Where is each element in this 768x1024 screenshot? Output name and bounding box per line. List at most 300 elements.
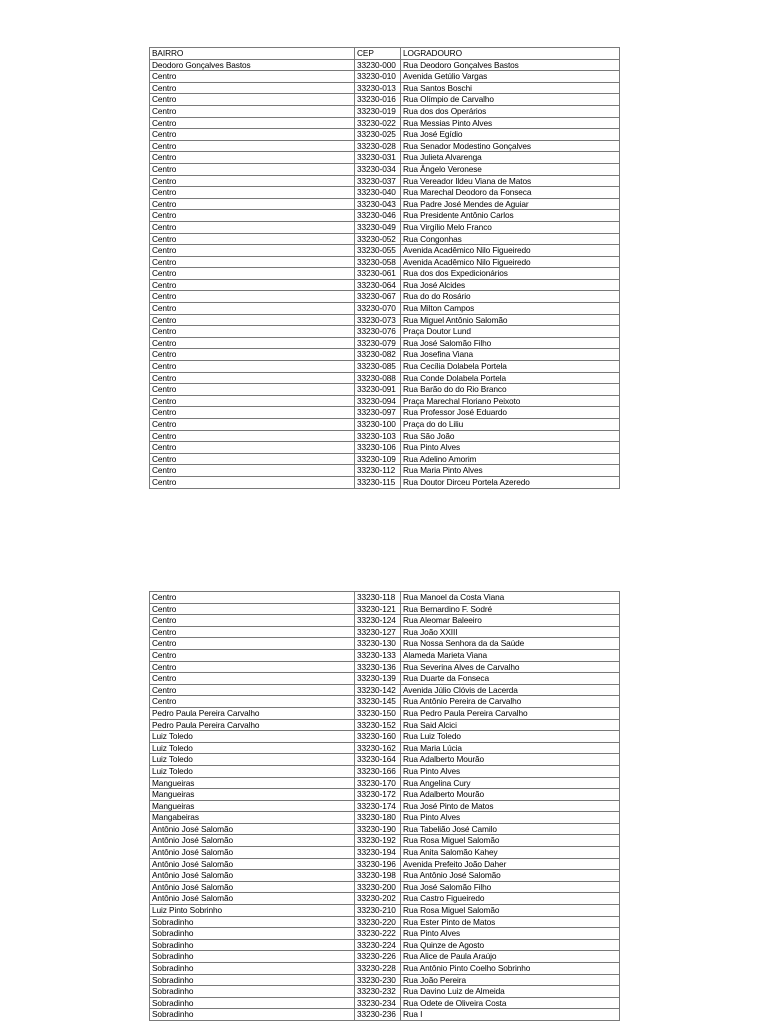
table-row [150, 221, 620, 233]
table-row [150, 707, 620, 719]
cep-cell: 33230-180 [355, 812, 401, 824]
cep-cell: 33230-112 [355, 465, 401, 477]
cep-cell: 33230-022 [355, 117, 401, 129]
table-row [150, 626, 620, 638]
cep-cell: 33230-150 [355, 707, 401, 719]
logradouro-cell: Rua Luiz Toledo [401, 731, 620, 743]
table-row [150, 140, 620, 152]
cep-cell: 33230-232 [355, 986, 401, 998]
cep-cell: 33230-103 [355, 430, 401, 442]
cep-cell: 33230-028 [355, 140, 401, 152]
bairro-cell: Centro [150, 465, 355, 477]
cep-cell: 33230-100 [355, 419, 401, 431]
cep-cell: 33230-013 [355, 82, 401, 94]
logradouro-cell: Rua Ester Pinto de Matos [401, 916, 620, 928]
logradouro-cell: Avenida Acadêmico Nilo Figueiredo [401, 256, 620, 268]
logradouro-cell: Rua I [401, 1009, 620, 1021]
bairro-cell: Centro [150, 279, 355, 291]
logradouro-cell: Rua Padre José Mendes de Aguiar [401, 198, 620, 210]
cep-cell: 33230-198 [355, 870, 401, 882]
cep-cell: 33230-000 [355, 59, 401, 71]
table-row [150, 476, 620, 488]
table-row [150, 291, 620, 303]
logradouro-cell: Rua dos dos Expedicionários [401, 268, 620, 280]
bairro-cell: Antônio José Salomão [150, 870, 355, 882]
bairro-cell: Centro [150, 684, 355, 696]
bairro-cell: Centro [150, 163, 355, 175]
bairro-cell: Luiz Pinto Sobrinho [150, 905, 355, 917]
table-row [150, 465, 620, 477]
bairro-cell: Centro [150, 419, 355, 431]
cep-cell: 33230-226 [355, 951, 401, 963]
cep-cell: 33230-196 [355, 858, 401, 870]
table-row [150, 800, 620, 812]
bairro-cell: Sobradinho [150, 963, 355, 975]
table-row [150, 175, 620, 187]
bairro-cell: Centro [150, 210, 355, 222]
cep-cell: 33230-200 [355, 881, 401, 893]
cep-cell: 33230-058 [355, 256, 401, 268]
cep-cell: 33230-222 [355, 928, 401, 940]
bairro-cell: Centro [150, 626, 355, 638]
table-header-row [150, 48, 620, 60]
cep-cell: 33230-170 [355, 777, 401, 789]
bairro-cell: Centro [150, 361, 355, 373]
cep-cell: 33230-139 [355, 673, 401, 685]
cep-cell: 33230-091 [355, 384, 401, 396]
bairro-cell: Antônio José Salomão [150, 847, 355, 859]
logradouro-cell: Rua Olímpio de Carvalho [401, 94, 620, 106]
bairro-cell: Mangueiras [150, 777, 355, 789]
cep-cell: 33230-079 [355, 337, 401, 349]
table-row [150, 638, 620, 650]
cep-cell: 33230-121 [355, 603, 401, 615]
logradouro-cell: Rua Pinto Alves [401, 812, 620, 824]
bairro-cell: Centro [150, 384, 355, 396]
logradouro-cell: Rua Severina Alves de Carvalho [401, 661, 620, 673]
bairro-cell: Centro [150, 303, 355, 315]
logradouro-cell: Rua Quinze de Agosto [401, 939, 620, 951]
bairro-cell: Centro [150, 615, 355, 627]
table-row [150, 152, 620, 164]
logradouro-cell: Rua Messias Pinto Alves [401, 117, 620, 129]
cep-cell: 33230-049 [355, 221, 401, 233]
bairro-cell: Centro [150, 187, 355, 199]
table-row [150, 905, 620, 917]
cep-cell: 33230-109 [355, 453, 401, 465]
table-row [150, 731, 620, 743]
cep-cell: 33230-164 [355, 754, 401, 766]
logradouro-cell: Rua Presidente Antônio Carlos [401, 210, 620, 222]
table-row [150, 997, 620, 1009]
logradouro-cell: Rua Miguel Antônio Salomão [401, 314, 620, 326]
bairro-cell: Sobradinho [150, 1009, 355, 1021]
table-row [150, 719, 620, 731]
bairro-cell: Antônio José Salomão [150, 881, 355, 893]
cep-cell: 33230-202 [355, 893, 401, 905]
bairro-cell: Sobradinho [150, 928, 355, 940]
table-row [150, 777, 620, 789]
cep-cell: 33230-124 [355, 615, 401, 627]
table-row [150, 893, 620, 905]
bairro-cell: Luiz Toledo [150, 731, 355, 743]
cep-cell: 33230-010 [355, 71, 401, 83]
logradouro-cell: Rua José Salomão Filho [401, 337, 620, 349]
logradouro-cell: Avenida Júlio Clóvis de Lacerda [401, 684, 620, 696]
cep-cell: 33230-046 [355, 210, 401, 222]
cep-cell: 33230-162 [355, 742, 401, 754]
table-row [150, 823, 620, 835]
table-row [150, 754, 620, 766]
table-row [150, 210, 620, 222]
cep-cell: 33230-076 [355, 326, 401, 338]
logradouro-cell: Rua José Alcides [401, 279, 620, 291]
table-row [150, 1009, 620, 1021]
logradouro-cell: Rua Maria Pinto Alves [401, 465, 620, 477]
cep-cell: 33230-031 [355, 152, 401, 164]
logradouro-cell: Rua José Pinto de Matos [401, 800, 620, 812]
cep-cell: 33230-130 [355, 638, 401, 650]
bairro-cell: Centro [150, 233, 355, 245]
bairro-cell: Pedro Paula Pereira Carvalho [150, 707, 355, 719]
cep-cell: 33230-088 [355, 372, 401, 384]
bairro-cell: Luiz Toledo [150, 742, 355, 754]
cep-cell: 33230-025 [355, 129, 401, 141]
table-row [150, 233, 620, 245]
logradouro-cell: Rua Doutor Dirceu Portela Azeredo [401, 476, 620, 488]
logradouro-cell: Rua Aleomar Baleeiro [401, 615, 620, 627]
table-row [150, 117, 620, 129]
table-row [150, 928, 620, 940]
bairro-cell: Antônio José Salomão [150, 858, 355, 870]
bairro-cell: Centro [150, 661, 355, 673]
table-row [150, 303, 620, 315]
logradouro-cell: Rua José Salomão Filho [401, 881, 620, 893]
table-row [150, 129, 620, 141]
bairro-cell: Centro [150, 82, 355, 94]
logradouro-cell: Rua Virgílio Melo Franco [401, 221, 620, 233]
bairro-cell: Sobradinho [150, 986, 355, 998]
logradouro-cell: Rua João Pereira [401, 974, 620, 986]
logradouro-cell: Rua Bernardino F. Sodré [401, 603, 620, 615]
table-row [150, 94, 620, 106]
table-row [150, 268, 620, 280]
cep-cell: 33230-145 [355, 696, 401, 708]
table-row [150, 696, 620, 708]
cep-cell: 33230-115 [355, 476, 401, 488]
cep-cell: 33230-082 [355, 349, 401, 361]
table-row [150, 916, 620, 928]
bairro-cell: Centro [150, 245, 355, 257]
logradouro-cell: Rua Pedro Paula Pereira Carvalho [401, 707, 620, 719]
logradouro-cell: Rua Pinto Alves [401, 765, 620, 777]
logradouro-cell: Rua Rosa Miguel Salomão [401, 835, 620, 847]
logradouro-cell: Rua Santos Boschi [401, 82, 620, 94]
bairro-cell: Luiz Toledo [150, 765, 355, 777]
bairro-cell: Centro [150, 476, 355, 488]
bairro-cell: Sobradinho [150, 916, 355, 928]
table-row [150, 870, 620, 882]
bairro-cell: Centro [150, 71, 355, 83]
bairro-cell: Antônio José Salomão [150, 823, 355, 835]
cep-cell: 33230-106 [355, 442, 401, 454]
bairro-cell: Sobradinho [150, 951, 355, 963]
logradouro-cell: Praça do do Liliu [401, 419, 620, 431]
bairro-cell: Centro [150, 407, 355, 419]
logradouro-cell: Rua São João [401, 430, 620, 442]
cep-cell: 33230-094 [355, 395, 401, 407]
bairro-cell: Pedro Paula Pereira Carvalho [150, 719, 355, 731]
bairro-cell: Centro [150, 105, 355, 117]
logradouro-cell: Rua Nossa Senhora da da Saúde [401, 638, 620, 650]
cep-cell: 33230-127 [355, 626, 401, 638]
table-row [150, 742, 620, 754]
logradouro-cell: Rua Julieta Alvarenga [401, 152, 620, 164]
cep-cell: 33230-142 [355, 684, 401, 696]
logradouro-cell: Rua Adelino Amorim [401, 453, 620, 465]
bairro-cell: Centro [150, 638, 355, 650]
bairro-cell: Centro [150, 198, 355, 210]
table-row [150, 673, 620, 685]
cep-cell: 33230-097 [355, 407, 401, 419]
table-row [150, 395, 620, 407]
table-row [150, 372, 620, 384]
bairro-cell: Centro [150, 592, 355, 604]
bairro-cell: Centro [150, 94, 355, 106]
logradouro-cell: Avenida Prefeito João Daher [401, 858, 620, 870]
table-row [150, 661, 620, 673]
cep-table-2-body [150, 592, 620, 1021]
table-row [150, 163, 620, 175]
cep-table-1 [149, 47, 620, 489]
table-row [150, 963, 620, 975]
bairro-cell: Centro [150, 175, 355, 187]
logradouro-cell: Rua Professor José Eduardo [401, 407, 620, 419]
cep-cell: 33230-061 [355, 268, 401, 280]
bairro-cell: Centro [150, 395, 355, 407]
bairro-cell: Centro [150, 140, 355, 152]
table-row [150, 812, 620, 824]
table-row [150, 105, 620, 117]
cep-cell: 33230-085 [355, 361, 401, 373]
cep-cell: 33230-034 [355, 163, 401, 175]
logradouro-cell: Rua Davino Luiz de Almeida [401, 986, 620, 998]
bairro-cell: Centro [150, 129, 355, 141]
logradouro-cell: Rua Antônio Pereira de Carvalho [401, 696, 620, 708]
table-row [150, 442, 620, 454]
table-row [150, 361, 620, 373]
table-row [150, 858, 620, 870]
logradouro-cell: Rua Antônio José Salomão [401, 870, 620, 882]
table-row [150, 789, 620, 801]
table-row [150, 59, 620, 71]
cep-table-1-body [150, 48, 620, 489]
bairro-cell: Antônio José Salomão [150, 893, 355, 905]
table-row [150, 384, 620, 396]
bairro-cell: Sobradinho [150, 939, 355, 951]
cep-cell: 33230-070 [355, 303, 401, 315]
cep-cell: 33230-019 [355, 105, 401, 117]
cep-cell: 33230-073 [355, 314, 401, 326]
logradouro-cell: Rua dos dos Operários [401, 105, 620, 117]
bairro-cell: Centro [150, 603, 355, 615]
logradouro-cell: Rua Deodoro Gonçalves Bastos [401, 59, 620, 71]
table-row [150, 649, 620, 661]
logradouro-cell: Praça Marechal Floriano Peixoto [401, 395, 620, 407]
logradouro-cell: Avenida Acadêmico Nilo Figueiredo [401, 245, 620, 257]
cep-cell: 33230-230 [355, 974, 401, 986]
table-row [150, 71, 620, 83]
logradouro-cell: Rua Antônio Pinto Coelho Sobrinho [401, 963, 620, 975]
logradouro-cell: Rua José Egídio [401, 129, 620, 141]
bairro-cell: Mangueiras [150, 800, 355, 812]
table-row [150, 198, 620, 210]
cep-cell: 33230-152 [355, 719, 401, 731]
bairro-cell: Centro [150, 291, 355, 303]
cep-cell: 33230-016 [355, 94, 401, 106]
bairro-cell: Centro [150, 453, 355, 465]
table-row [150, 765, 620, 777]
logradouro-cell: Rua Alice de Paula Araújo [401, 951, 620, 963]
table-row [150, 603, 620, 615]
header-cep: CEP [355, 48, 401, 60]
cep-cell: 33230-064 [355, 279, 401, 291]
table-row [150, 453, 620, 465]
logradouro-cell: Alameda Marieta Viana [401, 649, 620, 661]
bairro-cell: Centro [150, 349, 355, 361]
logradouro-cell: Rua do do Rosário [401, 291, 620, 303]
logradouro-cell: Avenida Getúlio Vargas [401, 71, 620, 83]
logradouro-cell: Rua Ângelo Veronese [401, 163, 620, 175]
bairro-cell: Antônio José Salomão [150, 835, 355, 847]
bairro-cell: Centro [150, 673, 355, 685]
cep-cell: 33230-037 [355, 175, 401, 187]
cep-cell: 33230-234 [355, 997, 401, 1009]
cep-cell: 33230-236 [355, 1009, 401, 1021]
table-row [150, 592, 620, 604]
logradouro-cell: Rua Duarte da Fonseca [401, 673, 620, 685]
cep-cell: 33230-224 [355, 939, 401, 951]
logradouro-cell: Rua Adalberto Mourão [401, 789, 620, 801]
table-row [150, 337, 620, 349]
logradouro-cell: Rua Angelina Cury [401, 777, 620, 789]
bairro-cell: Mangueiras [150, 789, 355, 801]
table-row [150, 835, 620, 847]
logradouro-cell: Rua Anita Salomão Kahey [401, 847, 620, 859]
bairro-cell: Centro [150, 256, 355, 268]
logradouro-cell: Rua Conde Dolabela Portela [401, 372, 620, 384]
table-row [150, 326, 620, 338]
logradouro-cell: Rua Said Alcici [401, 719, 620, 731]
logradouro-cell: Rua Marechal Deodoro da Fonseca [401, 187, 620, 199]
table-row [150, 407, 620, 419]
bairro-cell: Centro [150, 326, 355, 338]
table-row [150, 939, 620, 951]
logradouro-cell: Rua Rosa Miguel Salomão [401, 905, 620, 917]
cep-cell: 33230-174 [355, 800, 401, 812]
cep-cell: 33230-043 [355, 198, 401, 210]
bairro-cell: Centro [150, 268, 355, 280]
bairro-cell: Centro [150, 442, 355, 454]
cep-cell: 33230-136 [355, 661, 401, 673]
logradouro-cell: Rua Manoel da Costa Viana [401, 592, 620, 604]
bairro-cell: Centro [150, 314, 355, 326]
bairro-cell: Centro [150, 221, 355, 233]
table-row [150, 986, 620, 998]
logradouro-cell: Rua Tabelião José Camilo [401, 823, 620, 835]
table-row [150, 881, 620, 893]
cep-cell: 33230-040 [355, 187, 401, 199]
bairro-cell: Centro [150, 372, 355, 384]
bairro-cell: Deodoro Gonçalves Bastos [150, 59, 355, 71]
header-logradouro: LOGRADOURO [401, 48, 620, 60]
bairro-cell: Sobradinho [150, 997, 355, 1009]
logradouro-cell: Rua Adalberto Mourão [401, 754, 620, 766]
logradouro-cell: Rua Barão do do Rio Branco [401, 384, 620, 396]
table-row [150, 82, 620, 94]
logradouro-cell: Rua João XXIII [401, 626, 620, 638]
logradouro-cell: Rua Cecília Dolabela Portela [401, 361, 620, 373]
bairro-cell: Luiz Toledo [150, 754, 355, 766]
logradouro-cell: Rua Castro Figueiredo [401, 893, 620, 905]
cep-cell: 33230-192 [355, 835, 401, 847]
table-row [150, 349, 620, 361]
table-row [150, 684, 620, 696]
logradouro-cell: Rua Josefina Viana [401, 349, 620, 361]
bairro-cell: Centro [150, 337, 355, 349]
logradouro-cell: Rua Senador Modestino Gonçalves [401, 140, 620, 152]
logradouro-cell: Rua Pinto Alves [401, 442, 620, 454]
cep-cell: 33230-055 [355, 245, 401, 257]
cep-cell: 33230-133 [355, 649, 401, 661]
bairro-cell: Centro [150, 696, 355, 708]
table-row [150, 847, 620, 859]
bairro-cell: Centro [150, 649, 355, 661]
table-row [150, 279, 620, 291]
table-row [150, 615, 620, 627]
table-row [150, 314, 620, 326]
cep-cell: 33230-160 [355, 731, 401, 743]
cep-cell: 33230-210 [355, 905, 401, 917]
table-row [150, 187, 620, 199]
table-row [150, 974, 620, 986]
bairro-cell: Centro [150, 152, 355, 164]
table-row [150, 430, 620, 442]
table-row [150, 419, 620, 431]
cep-cell: 33230-228 [355, 963, 401, 975]
cep-cell: 33230-166 [355, 765, 401, 777]
header-bairro: BAIRRO [150, 48, 355, 60]
logradouro-cell: Rua Pinto Alves [401, 928, 620, 940]
logradouro-cell: Rua Vereador Ildeu Viana de Matos [401, 175, 620, 187]
logradouro-cell: Praça Doutor Lund [401, 326, 620, 338]
cep-cell: 33230-052 [355, 233, 401, 245]
table-row [150, 951, 620, 963]
table-row [150, 256, 620, 268]
cep-cell: 33230-190 [355, 823, 401, 835]
cep-cell: 33230-118 [355, 592, 401, 604]
table-row [150, 245, 620, 257]
cep-cell: 33230-067 [355, 291, 401, 303]
bairro-cell: Centro [150, 430, 355, 442]
logradouro-cell: Rua Congonhas [401, 233, 620, 245]
bairro-cell: Centro [150, 117, 355, 129]
cep-cell: 33230-194 [355, 847, 401, 859]
logradouro-cell: Rua Maria Lúcia [401, 742, 620, 754]
logradouro-cell: Rua Odete de Oliveira Costa [401, 997, 620, 1009]
cep-cell: 33230-220 [355, 916, 401, 928]
logradouro-cell: Rua Milton Campos [401, 303, 620, 315]
